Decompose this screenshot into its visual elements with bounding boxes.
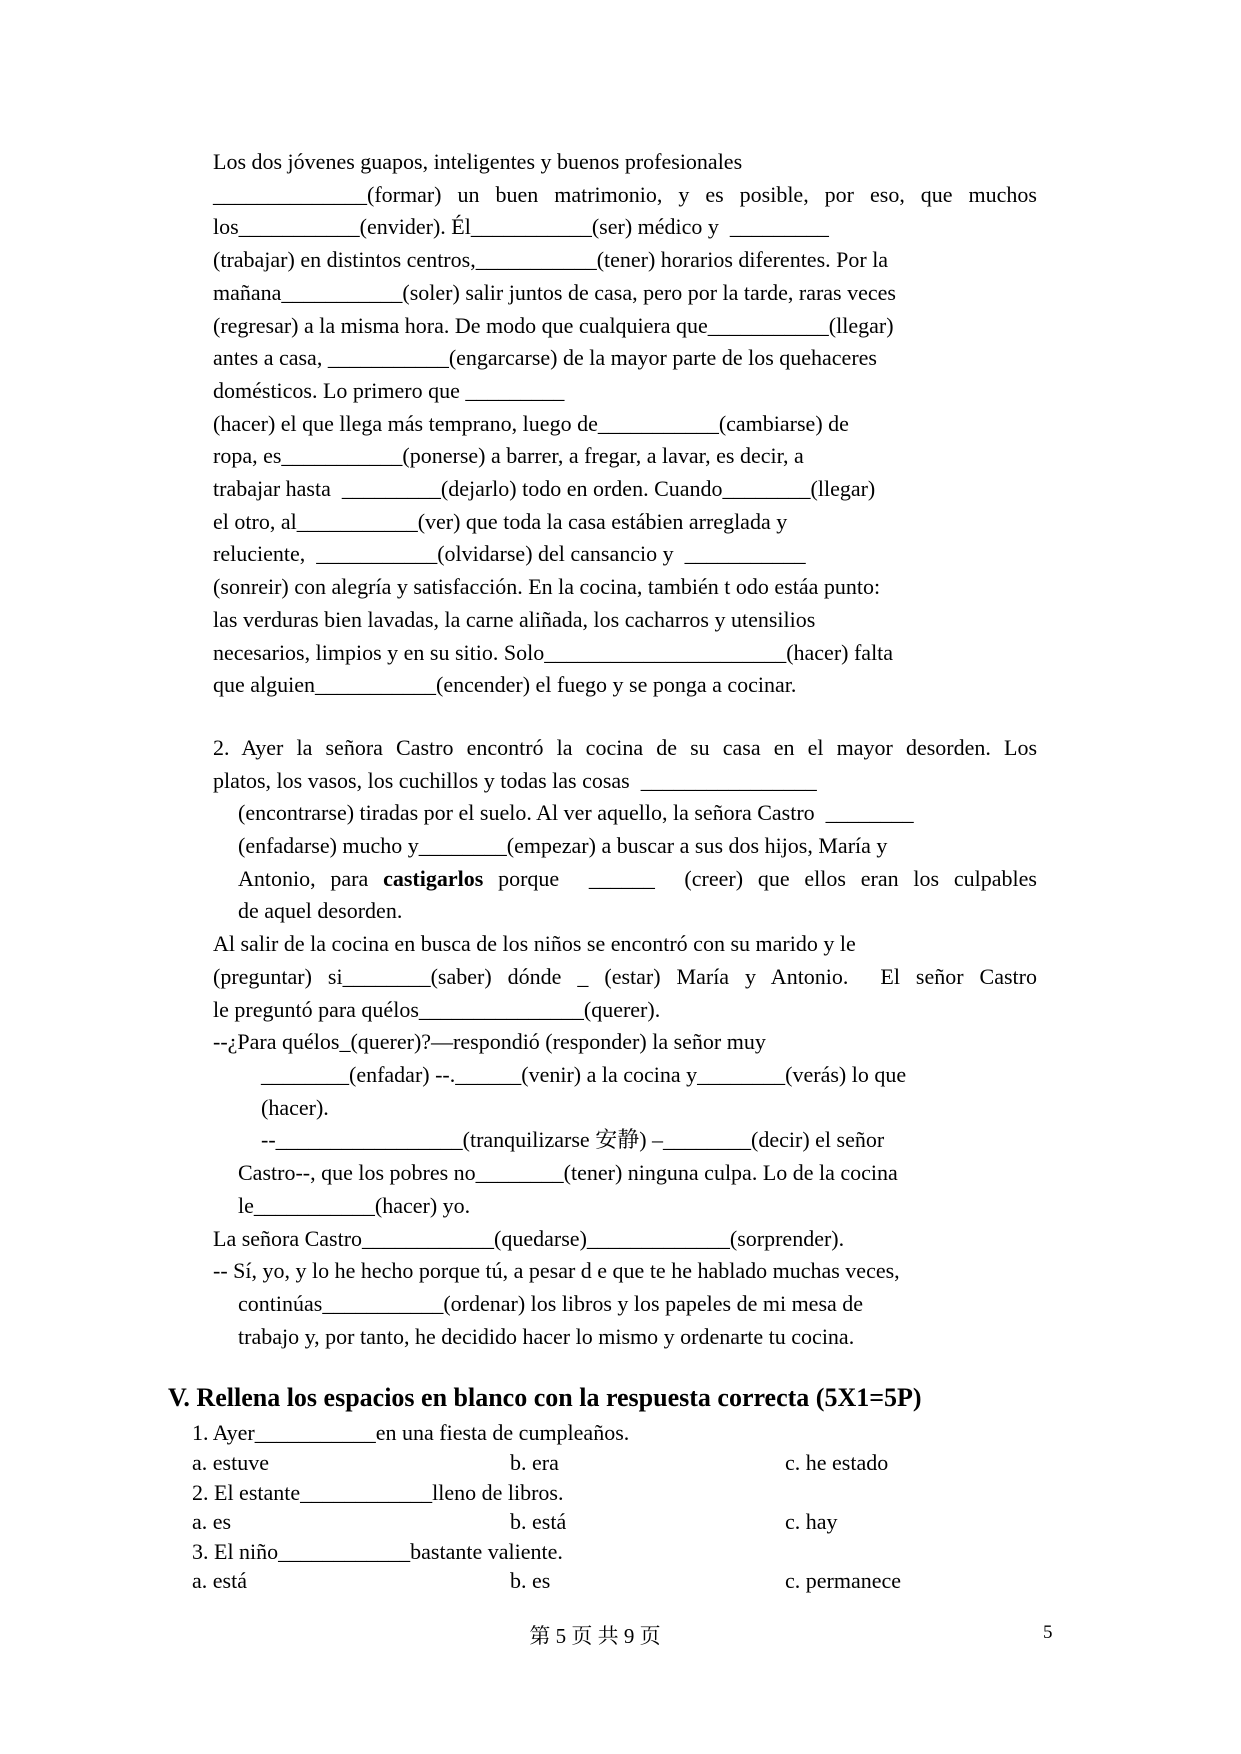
text-line: los___________(envider). Él___________(ser) médico y _________: [213, 214, 829, 240]
text-line: el otro, al___________(ver) que toda la casa estábien arreglada y: [213, 508, 788, 534]
text-line: Al salir de la cocina en busca de los niños se encontró con su marido y le: [213, 931, 856, 957]
text-line: ropa, es___________(ponerse) a barrer, a fregar, a lavar, es decir, a: [213, 443, 804, 469]
text-line: --_________________(tranquilizarse 安静) –________(decir) el señor: [261, 1127, 885, 1153]
text-line: Antonio, para castigarlos porque ______ (creer) que ellos eran los culpables: [238, 865, 1037, 891]
footer-page-indicator: 第 5 页 共 9 页: [529, 1624, 661, 1648]
text-line: ______________(formar) un buen matrimonio, y es posible, por eso, que muchos: [213, 181, 1037, 207]
text-line: --¿Para quélos_(querer)?—respondió (responder) la señor muy: [213, 1029, 766, 1055]
text-line: de aquel desorden.: [238, 898, 403, 924]
text-line: platos, los vasos, los cuchillos y todas las cosas ________________: [213, 767, 817, 793]
text-line: 2. Ayer la señora Castro encontró la cocina de su casa en el mayor desorden. Los: [213, 734, 1037, 760]
text-line: (enfadarse) mucho y________(empezar) a buscar a sus dos hijos, María y: [238, 833, 888, 859]
question-stem: 2. El estante____________lleno de libros.: [192, 1479, 564, 1505]
text-line: trabajo y, por tanto, he decidido hacer lo mismo y ordenarte tu cocina.: [238, 1323, 855, 1349]
text-line: (encontrarse) tiradas por el suelo. Al ver aquello, la señora Castro ________: [238, 800, 914, 826]
option-c: c. permanece: [785, 1568, 902, 1594]
exercise-iv-paragraph-1: [213, 146, 1037, 702]
text-line: Los dos jóvenes guapos, inteligentes y buenos profesionales: [213, 149, 743, 174]
exercise-v-heading: V. Rellena los espacios en blanco con la respuesta correcta (5X1=5P): [168, 1383, 922, 1413]
text-line: reluciente, ___________(olvidarse) del cansancio y ___________: [213, 541, 806, 567]
option-a: a. está: [192, 1568, 247, 1594]
text-line: antes a casa, ___________(engarcarse) de la mayor parte de los quehaceres: [213, 345, 877, 371]
text-line: le___________(hacer) yo.: [238, 1192, 471, 1218]
text-line: necesarios, limpios y en su sitio. Solo______________________(hacer) falta: [213, 639, 894, 665]
question-stem: 3. El niño____________bastante valiente.: [192, 1538, 563, 1564]
option-b: b. está: [510, 1509, 567, 1535]
text-line: le preguntó para quélos_______________(querer).: [213, 996, 661, 1022]
text-line: ________(enfadar) --.______(venir) a la cocina y________(verás) lo que: [261, 1061, 907, 1087]
text-line: (trabajar) en distintos centros,___________(tener) horarios diferentes. Por la: [213, 247, 889, 273]
text-line: (hacer).: [261, 1094, 329, 1120]
text-line: La señora Castro____________(quedarse)_____________(sorprender).: [213, 1225, 845, 1251]
text-line: (preguntar) si________(saber) dónde _ (estar) María y Antonio. El señor Castro: [213, 963, 1037, 989]
option-c: c. he estado: [785, 1449, 889, 1475]
question-block: [192, 1478, 1037, 1537]
text-line: (hacer) el que llega más temprano, luego de___________(cambiarse) de: [213, 410, 849, 436]
text-line: continúas___________(ordenar) los libros y los papeles de mi mesa de: [238, 1290, 864, 1316]
footer-page-number: 5: [1043, 1622, 1053, 1643]
question-block: [192, 1418, 1037, 1477]
question-stem: 1. Ayer___________en una fiesta de cumpleaños.: [192, 1420, 630, 1446]
question-options: [192, 1448, 1037, 1478]
text-line: que alguien___________(encender) el fuego y se ponga a cocinar.: [213, 672, 797, 698]
text-line: las verduras bien lavadas, la carne aliñada, los cacharros y utensilios: [213, 606, 816, 632]
text-line: (sonreir) con alegría y satisfacción. En la cocina, también t odo estáa punto:: [213, 574, 881, 600]
text-line: Castro--, que los pobres no________(tener) ninguna culpa. Lo de la cocina: [238, 1160, 898, 1186]
question-options: [192, 1566, 1037, 1596]
text-line: (regresar) a la misma hora. De modo que cualquiera que___________(llegar): [213, 312, 894, 338]
question-options: [192, 1507, 1037, 1537]
text-line: domésticos. Lo primero que _________: [213, 377, 565, 403]
option-c: c. hay: [785, 1509, 838, 1535]
exercise-v-section: [168, 1378, 1037, 1596]
option-a: a. es: [192, 1509, 232, 1535]
text-line: trabajar hasta _________(dejarlo) todo en orden. Cuando________(llegar): [213, 476, 876, 502]
text-line: -- Sí, yo, y lo he hecho porque tú, a pesar d e que te he hablado muchas veces,: [213, 1258, 900, 1284]
exercise-iv-paragraph-2: [213, 732, 1037, 1353]
option-b: b. era: [510, 1449, 559, 1475]
option-b: b. es: [510, 1568, 551, 1594]
exercise-v-questions: [192, 1418, 1037, 1596]
question-block: [192, 1537, 1037, 1596]
option-a: a. estuve: [192, 1449, 269, 1475]
text-line: mañana___________(soler) salir juntos de casa, pero por la tarde, raras veces: [213, 279, 896, 305]
page-content: [168, 146, 1037, 1596]
